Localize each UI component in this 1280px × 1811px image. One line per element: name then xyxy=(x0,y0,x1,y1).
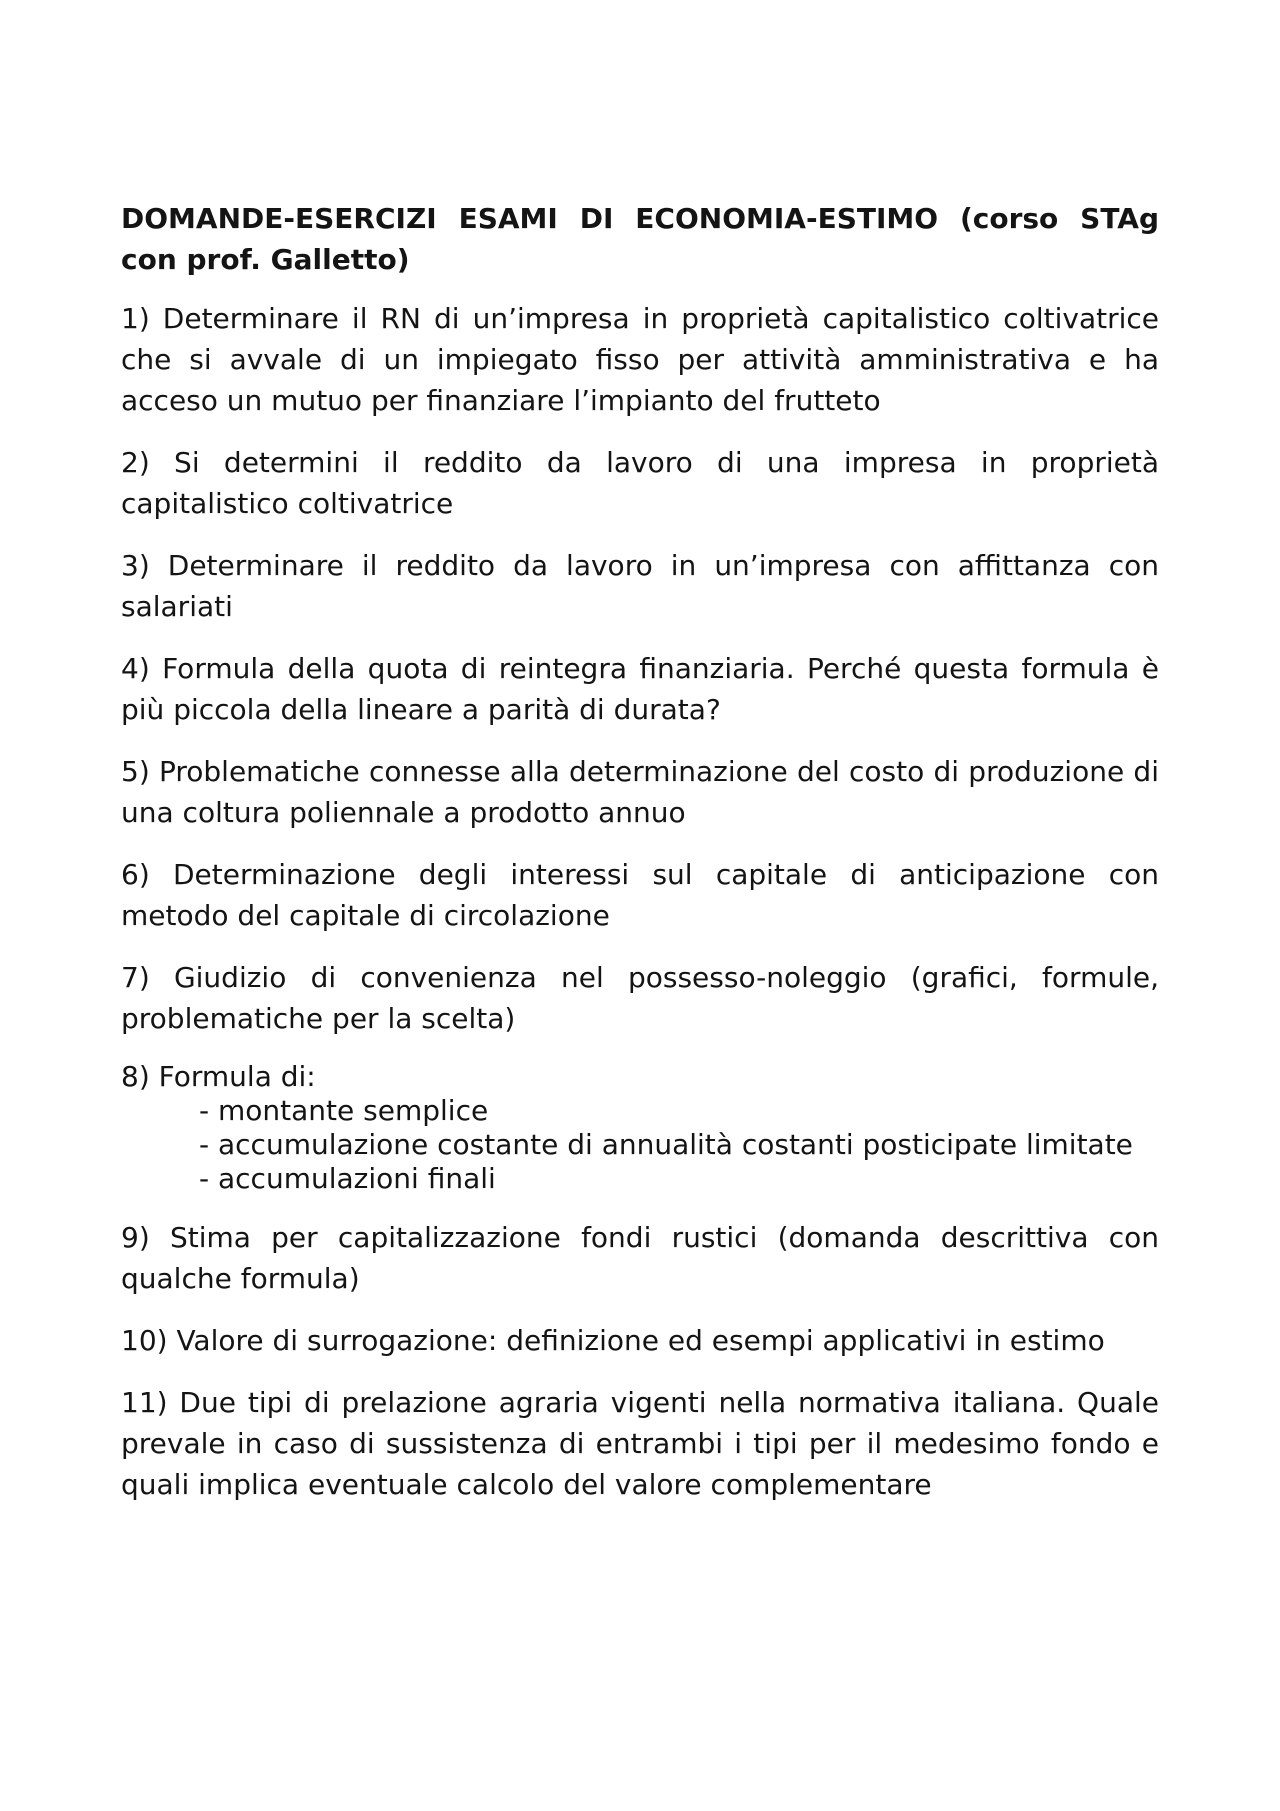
document-title: DOMANDE-ESERCIZI ESAMI DI ECONOMIA-ESTIMO (corso STAg con prof. Galletto) xyxy=(121,202,1159,276)
document-page xyxy=(121,198,1159,1526)
question-3: 3) Determinare il reddito da lavoro in un’impresa con affittanza con salariati xyxy=(121,549,1159,623)
list-item: - accumulazioni finali xyxy=(199,1162,496,1195)
question-5: 5) Problematiche connesse alla determinazione del costo di produzione di una coltura poliennale a prodotto annuo xyxy=(121,755,1159,829)
question-8: 8) Formula di: xyxy=(121,1060,316,1093)
list-item: - accumulazione costante di annualità costanti posticipate limitate xyxy=(199,1128,1133,1161)
list-item: - montante semplice xyxy=(199,1094,489,1127)
question-2: 2) Si determini il reddito da lavoro di una impresa in proprietà capitalistico coltivatrice xyxy=(121,446,1159,520)
question-6: 6) Determinazione degli interessi sul capitale di anticipazione con metodo del capitale di circolazione xyxy=(121,858,1159,932)
question-1: 1) Determinare il RN di un’impresa in proprietà capitalistico coltivatrice che si avvale di un impiegato fisso per attività amministrativa e ha acceso un mutuo per finanziare l’impianto del frutteto xyxy=(121,302,1159,417)
question-10: 10) Valore di surrogazione: definizione ed esempi applicativi in estimo xyxy=(121,1324,1105,1357)
question-7: 7) Giudizio di convenienza nel possesso-noleggio (grafici, formule, problematiche per la scelta) xyxy=(121,961,1159,1035)
question-4: 4) Formula della quota di reintegra finanziaria. Perché questa formula è più piccola della lineare a parità di durata? xyxy=(121,652,1159,726)
question-11: 11) Due tipi di prelazione agraria vigenti nella normativa italiana. Quale prevale in caso di sussistenza di entrambi i tipi per il medesimo fondo e quali implica eventuale calcolo del valore complementare xyxy=(121,1386,1159,1501)
question-9: 9) Stima per capitalizzazione fondi rustici (domanda descrittiva con qualche formula) xyxy=(121,1221,1159,1295)
question-8-list xyxy=(199,1094,1159,1196)
